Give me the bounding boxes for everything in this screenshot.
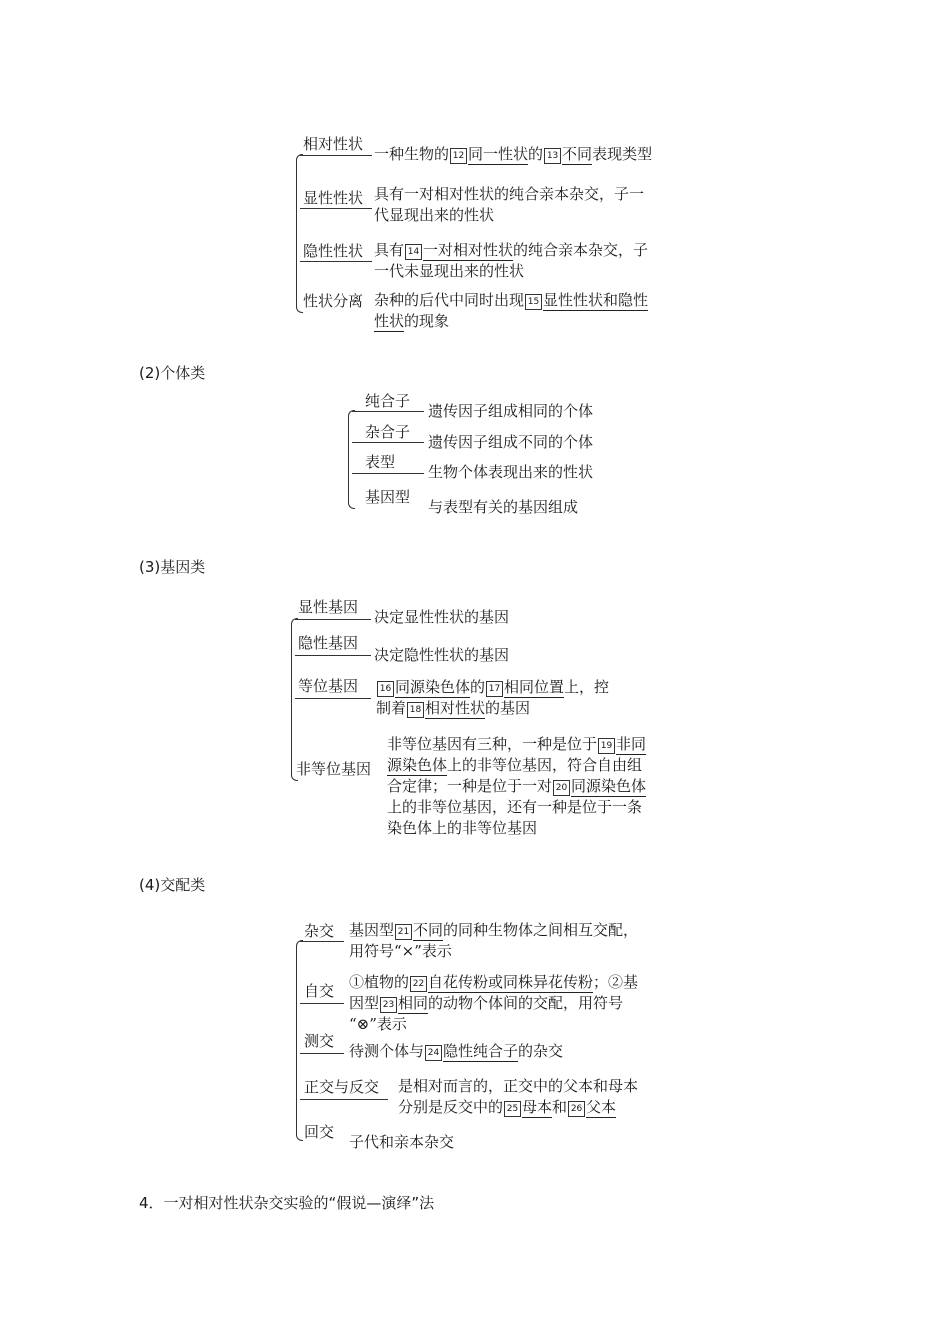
def-text: 具有	[374, 241, 405, 259]
bracket-spine	[296, 160, 297, 308]
term-underline	[295, 698, 371, 699]
answer-number-box: 25	[504, 1101, 521, 1117]
term-homozygote: 纯合子	[365, 392, 411, 410]
term-relative-trait: 相对性状	[303, 135, 364, 153]
def-nonallelic-line4: 上的非等位基因，还有一种是位于一条	[387, 798, 643, 816]
answer-text: 显性性状和隐性	[543, 291, 649, 309]
answer-text: 非同	[616, 735, 647, 753]
term-recessive-gene: 隐性基因	[298, 634, 359, 652]
term-dominant-trait: 显性性状	[303, 189, 364, 207]
def-allele-line2	[376, 698, 530, 719]
bracket-bottom	[296, 1134, 303, 1141]
def-segregation-line2	[374, 311, 449, 332]
term-backcross: 回交	[304, 1123, 335, 1141]
def-text: 的杂交	[518, 1042, 564, 1060]
def-reciprocal-line1: 是相对而言的，正交中的父本和母本	[398, 1077, 639, 1095]
def-selfing-line3: “⊗”表示	[349, 1015, 407, 1033]
answer-number-box: 18	[407, 702, 424, 718]
answer-text: 母本	[522, 1098, 553, 1116]
term-heterozygote: 杂合子	[365, 423, 411, 441]
def-text: 一种生物的	[374, 145, 450, 163]
def-text: 杂种的后代中同时出现	[374, 291, 525, 309]
answer-text: 性状	[374, 312, 405, 330]
def-text: 的现象	[404, 312, 450, 330]
answer-number-box: 20	[553, 780, 570, 796]
def-relative-trait	[374, 144, 652, 165]
def-text: ①植物的	[349, 973, 410, 991]
def-dominant-trait-line1: 具有一对相对性状的纯合亲本杂交，子一	[374, 185, 645, 203]
term-underline	[300, 1099, 388, 1100]
term-allele: 等位基因	[298, 677, 359, 695]
def-text: ；②基	[593, 973, 639, 991]
def-segregation-line1	[374, 290, 648, 311]
term-testcross: 测交	[304, 1032, 335, 1050]
term-underline	[300, 208, 372, 209]
def-genotype: 与表型有关的基因组成	[428, 498, 579, 516]
term-selfing: 自交	[304, 982, 335, 1000]
term-underline	[300, 155, 372, 156]
def-nonallelic-line2	[387, 755, 642, 776]
def-nonallelic-line3	[387, 776, 646, 797]
def-text: 的动物个体间的交配，用符号	[428, 994, 624, 1012]
term-underline	[300, 941, 344, 942]
term-cross: 杂交	[304, 922, 335, 940]
bracket-spine	[291, 624, 292, 776]
def-backcross: 子代和亲本杂交	[349, 1133, 455, 1151]
term-underline	[295, 619, 371, 620]
def-nonallelic-line5: 染色体上的非等位基因	[387, 819, 538, 837]
def-phenotype: 生物个体表现出来的性状	[428, 463, 594, 481]
answer-text: 源染色体	[387, 756, 448, 774]
term-underline	[352, 473, 424, 474]
bracket-bottom	[296, 306, 303, 313]
term-underline	[352, 442, 424, 443]
def-reciprocal-line2	[398, 1097, 616, 1118]
term-dominant-gene: 显性基因	[298, 598, 359, 616]
answer-text: 不同	[562, 145, 593, 163]
def-text: 分别是反交中的	[398, 1098, 504, 1116]
answer-text: 相同位置	[504, 678, 565, 696]
def-text: 的	[528, 145, 544, 163]
answer-text: 相同	[398, 994, 429, 1012]
def-recessive-trait-line2: 一代未显现出来的性状	[374, 262, 525, 280]
term-underline	[352, 411, 424, 412]
term-trait-segregation: 性状分离	[303, 292, 364, 310]
term-underline	[300, 1053, 344, 1054]
answer-text: 一对相对性状	[423, 241, 514, 259]
def-text: 基因型	[349, 921, 395, 939]
term-underline	[300, 261, 372, 262]
answer-text: 自花传粉或同株异花传粉	[428, 973, 594, 991]
def-recessive-gene: 决定隐性性状的基因	[374, 646, 510, 664]
def-text: 的	[470, 678, 486, 696]
def-cross-line2: 用符号“×”表示	[349, 942, 452, 960]
answer-text: 同源染色体	[395, 678, 471, 696]
answer-number-box: 19	[598, 738, 615, 754]
answer-text: 相对性状	[425, 699, 486, 717]
term-underline	[300, 1003, 344, 1004]
def-dominant-trait-line2: 代显现出来的性状	[374, 206, 495, 224]
def-heterozygote: 遗传因子组成不同的个体	[428, 433, 594, 451]
answer-number-box: 21	[395, 924, 412, 940]
def-testcross	[349, 1041, 563, 1062]
def-homozygote: 遗传因子组成相同的个体	[428, 402, 594, 420]
def-text: 上，控	[564, 678, 610, 696]
bracket-bottom	[348, 502, 355, 509]
answer-text: 同一性状	[468, 145, 529, 163]
answer-number-box: 22	[410, 976, 427, 992]
def-selfing-line2	[349, 993, 623, 1014]
answer-number-box: 13	[544, 148, 561, 164]
def-text: 的纯合亲本杂交，子	[513, 241, 649, 259]
answer-text: 隐性纯合子	[443, 1042, 519, 1060]
term-genotype: 基因型	[365, 488, 411, 506]
def-text: 表现类型	[592, 145, 653, 163]
answer-text: 同源染色体	[571, 777, 647, 795]
def-text: 的基因	[485, 699, 531, 717]
def-text: 合定律；一种是位于一对	[387, 777, 553, 795]
heading-gene: (3)基因类	[139, 558, 206, 576]
answer-number-box: 12	[450, 148, 467, 164]
def-recessive-trait-line1	[374, 240, 648, 261]
heading-mating: (4)交配类	[139, 876, 206, 894]
def-nonallelic-line1	[387, 734, 646, 755]
answer-text: 父本	[586, 1098, 617, 1116]
def-allele-line1	[376, 677, 609, 698]
answer-text: 不同	[413, 921, 444, 939]
bracket-spine	[296, 946, 297, 1136]
def-selfing-line1	[349, 972, 638, 993]
def-text: 待测个体与	[349, 1042, 425, 1060]
def-cross-line1	[349, 920, 638, 941]
term-nonallelic-gene: 非等位基因	[296, 760, 372, 778]
def-text: 和	[552, 1098, 568, 1116]
term-underline	[295, 655, 371, 656]
answer-number-box: 15	[525, 294, 542, 310]
answer-number-box: 17	[486, 681, 503, 697]
term-phenotype: 表型	[365, 453, 396, 471]
bracket-spine	[348, 416, 349, 504]
answer-number-box: 26	[568, 1101, 585, 1117]
answer-number-box: 16	[377, 681, 394, 697]
def-text: 因型	[349, 994, 380, 1012]
def-text: 上的非等位基因，符合自由组	[447, 756, 643, 774]
term-recessive-trait: 隐性性状	[303, 242, 364, 260]
def-dominant-gene: 决定显性性状的基因	[374, 608, 510, 626]
heading-hypothesis-deduction: 4．一对相对性状杂交实验的“假说—演绎”法	[139, 1194, 435, 1212]
answer-number-box: 24	[425, 1045, 442, 1061]
answer-number-box: 14	[405, 244, 422, 260]
def-text: 制着	[376, 699, 407, 717]
answer-number-box: 23	[380, 997, 397, 1013]
def-text: 的同种生物体之间相互交配，	[443, 921, 639, 939]
term-reciprocal-cross: 正交与反交	[304, 1078, 380, 1096]
heading-individual: (2)个体类	[139, 364, 206, 382]
def-text: 非等位基因有三种，一种是位于	[387, 735, 598, 753]
